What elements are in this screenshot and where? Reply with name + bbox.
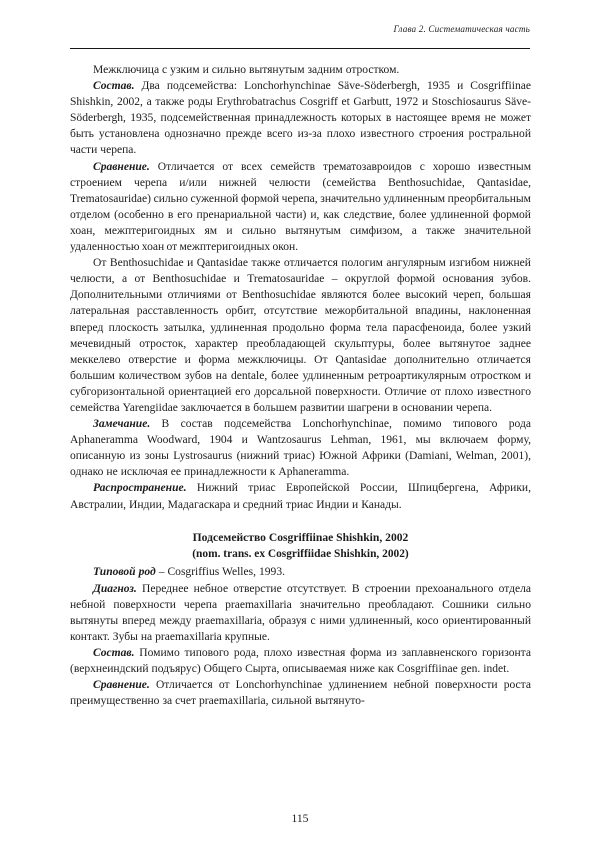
paragraph-sostav-2-text: Помимо типового рода, плохо известная форма из заплавненского горизонта (верхнеиндский подъярус) Общего Сырта, описываемая ниже как Cosgriffiinae gen. indet. bbox=[70, 646, 531, 675]
runin-label-sravnenie-2: Сравнение. bbox=[93, 679, 150, 692]
paragraph-sravnenie-1 bbox=[70, 159, 531, 256]
paragraph-ot-benthosuchidae bbox=[70, 255, 531, 416]
header-rule bbox=[70, 48, 530, 49]
section-heading-group bbox=[70, 530, 531, 563]
runin-label-sostav-2: Состав. bbox=[93, 646, 135, 659]
paragraph-rasprostranenie bbox=[70, 480, 531, 512]
running-head: Глава 2. Систематическая часть bbox=[393, 24, 530, 34]
paragraph-intro bbox=[70, 62, 531, 78]
paragraph-sravnenie-1-text: Отличается от всех семейств трематозавроидов с хорошо известным строением черепа и/или нижней челюсти (семейства Benthosuchidae, Qantasidae, Trematosauridae) сильно суженной формой черепа, значительно удлиненным преорбитальным отделом (особенно в его пренариальной части) и, как следствие, более удлиненной формой хоан, межптеригоидных ям и сильно вытянутым симфизом, а также значительной удаленностью хоан от межптеригоидных окон. bbox=[70, 160, 531, 254]
runin-label-sravnenie: Сравнение. bbox=[93, 160, 150, 173]
paragraph-sostav-1-text: Два подсемейства: Lonchorhynchinae Säve-Söderbergh, 1935 и Cosgriffiinae Shishkin, 2002, а также роды Erythrobatrachus Cosgriff et Garbutt, 1972 и Stoschiosaurus Säve-Söderbergh, 1935, подсемейственная принадлежность которых в настоящее время не может быть установлена однозначно прежде всего из-за плохо известного строения ростральной части черепа. bbox=[70, 80, 531, 157]
paragraph-diagnoz-text: Переднее небное отверстие отсутствует. В строении прехоанального отдела небной поверхности черепа praemaxillaria значительно преобладают. Сошники сильно вытянуты вперед между praemaxillaria, образуя с ними удлиненный, косо ориентированный контакт. Зубы на praemaxillaria крупные. bbox=[70, 582, 531, 643]
text-column bbox=[70, 62, 531, 709]
paragraph-sravnenie-2 bbox=[70, 677, 531, 709]
paragraph-sostav-2 bbox=[70, 645, 531, 677]
paragraph-sravnenie-2-text: Отличается от Lonchorhynchinae удлинением небной поверхности роста преимущественно за счет praemaxillaria, сильной вытянуто- bbox=[70, 679, 531, 708]
section-heading-sub: (nom. trans. ex Cosgriffiidae Shishkin, 2002) bbox=[192, 548, 409, 561]
runin-label-diagnoz: Диагноз. bbox=[93, 582, 137, 595]
paragraph-tipovoy-rod-text: – Cosgriffius Welles, 1993. bbox=[155, 566, 285, 579]
paragraph-ot-benthosuchidae-text: От Benthosuchidae и Qantasidae также отличается пологим ангулярным изгибом нижней челюсти, а от Benthosuchidae и Trematosauridae – округлой формой основания зубов. Дополнительными отличиями от Benthosuchidae являются более высокий череп, большая латеральная расставленность орбит, отсутствие межорбитальной впадины, наклоненная вперед плоскость затылка, удлиненная продольно форма тела парасфеноида, более узкий мечевидный отросток, характер преобладающей скульптуры, более вытянутое заднее меккелево отверстие и форма межключицы. От Qantasidae дополнительно отличается большим количеством зубов на dentale, более удлиненным ретроартикулярным отростком и субгоризонтальной ориентацией его дорсальной поверхности. Отличие от плохо известного семейства Yarengiidae заключается в большем развитии шагрени в основании черепа. bbox=[70, 257, 531, 414]
paragraph-rasprostranenie-text: Нижний триас Европейской России, Шпицбергена, Африки, Австралии, Индии, Мадагаскара и средний триас Индии и Канады. bbox=[70, 482, 531, 511]
runin-label-zamechanie: Замечание. bbox=[93, 418, 151, 431]
paragraph-sostav-1 bbox=[70, 78, 531, 158]
paragraph-tipovoy-rod bbox=[70, 564, 531, 580]
section-heading-main: Подсемейство Cosgriffiinae Shishkin, 2002 bbox=[192, 530, 409, 544]
runin-label-sostav: Состав. bbox=[93, 80, 135, 93]
paragraph-zamechanie bbox=[70, 416, 531, 480]
page-number: 115 bbox=[291, 812, 309, 825]
runin-label-tipovoy-rod: Типовой род bbox=[93, 566, 156, 579]
paragraph-zamechanie-text: В состав подсемейства Lonchorhynchinae, помимо типового рода Aphaneramma Woodward, 1904 и Wantzosaurus Lehman, 1961, мы включаем форму, описанную из зоны Lystrosaurus (нижний триас) Южной Африки (Damiani, Welman, 2001), однако не исключая ее принадлежности к Aphaneramma. bbox=[70, 418, 531, 479]
paragraph-intro-text: Межключица с узким и сильно вытянутым задним отростком. bbox=[93, 64, 400, 76]
runin-label-rasprostranenie: Распространение. bbox=[93, 482, 187, 495]
paragraph-diagnoz bbox=[70, 581, 531, 645]
